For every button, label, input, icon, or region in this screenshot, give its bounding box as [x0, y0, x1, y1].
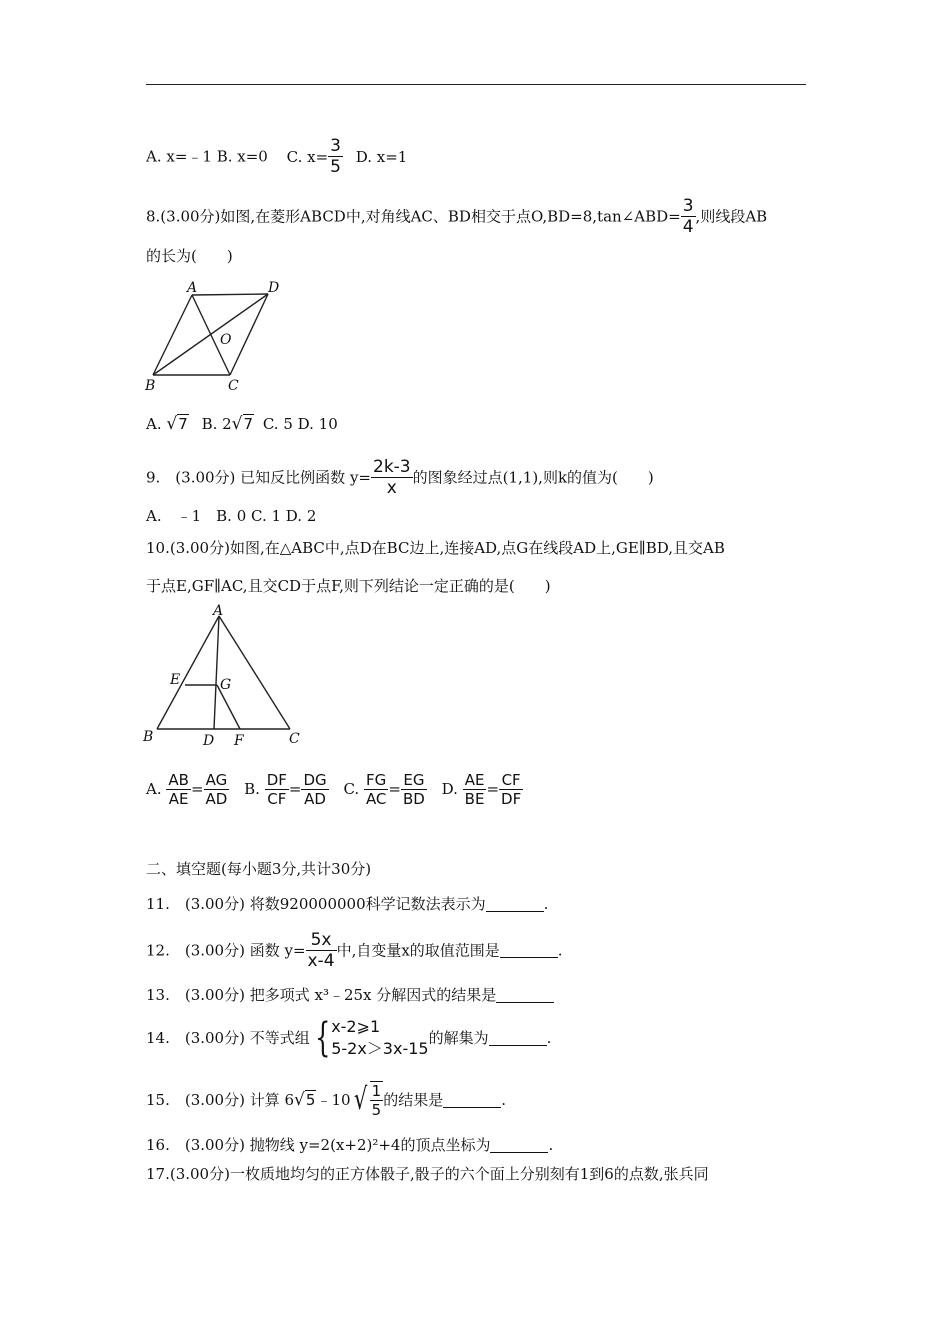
q9-stem-tail: 的图象经过点(1,1),则k的值为( ) — [412, 468, 654, 487]
q12-tail: . — [557, 941, 563, 960]
q12-fraction: $\frac{5x}{x-4}$ — [307, 930, 335, 971]
q10-a-frac2: $\frac{AG}{AD}$ — [205, 770, 228, 808]
radical-icon: √ — [166, 414, 178, 434]
q10-option-b-label: B. — [244, 780, 260, 798]
q15 — [146, 1081, 506, 1119]
q13 — [146, 984, 554, 1005]
q8-stem-text: 8.(3.00分)如图,在菱形ABCD中,对角线AC、BD相交于点O,BD=8,tan∠ABD= — [146, 207, 681, 226]
triangle-figure — [140, 604, 310, 750]
q10-a-frac1: $\frac{AB}{AE}$ — [168, 770, 189, 808]
q14-answer-blank[interactable] — [489, 1031, 547, 1046]
q7-options — [146, 136, 407, 177]
q13-text: 13. (3.00分) 把多项式 x³﹣25x 分解因式的结果是 — [146, 986, 497, 1004]
q14 — [146, 1016, 551, 1060]
q14-tail: . — [546, 1029, 552, 1047]
q10-option-a-label: A. — [146, 780, 162, 798]
q15-minus: ﹣10 — [316, 1091, 351, 1109]
label-a: A — [187, 280, 198, 296]
q11 — [146, 893, 548, 914]
equals-sign: = — [190, 780, 204, 798]
q8-stem-tail: ,则线段AB — [695, 207, 768, 226]
q10-c-frac1: $\frac{FG}{AC}$ — [365, 770, 387, 808]
q15-sqrt-fraction: √ $\frac{1}{5}$ — [353, 1082, 382, 1119]
q10-d-frac1: $\frac{AE}{BE}$ — [464, 770, 485, 808]
radical-icon: √ — [294, 1090, 305, 1110]
q9-stem-prefix: 9. (3.00分) 已知反比例函数 y= — [146, 468, 371, 487]
q10-b-frac1: $\frac{DF}{CF}$ — [266, 770, 287, 808]
q14-inequality-system — [310, 1016, 429, 1060]
q15-sqrt-5: √5 — [294, 1090, 316, 1110]
q11-answer-blank[interactable] — [486, 897, 544, 912]
label-d: D — [203, 733, 215, 749]
q11-text: 11. (3.00分) 将数920000000科学记数法表示为 — [146, 895, 486, 913]
section-2-title: 二、填空题(每小题3分,共计30分) — [146, 860, 372, 878]
radical-icon: √ — [353, 1082, 367, 1117]
equals-sign: = — [388, 780, 401, 798]
q8-option-a-sqrt: √7 — [166, 414, 188, 434]
q15-answer-blank[interactable] — [443, 1093, 501, 1108]
q8-option-b-sqrt: √7 — [231, 414, 254, 434]
rhombus-figure — [140, 278, 290, 394]
q10-stem-line2: 于点E,GF∥AC,且交CD于点F,则下列结论一定正确的是( ) — [146, 577, 551, 595]
q14-row1: x-2⩾1 — [331, 1017, 381, 1036]
label-c: C — [228, 378, 239, 394]
q8-option-b-prefix: B. 2 — [201, 415, 232, 433]
q12-mid: 中,自变量x的取值范围是 — [336, 941, 500, 960]
label-e: E — [170, 672, 181, 688]
q10-options — [146, 769, 523, 808]
header-rule — [146, 84, 806, 85]
q15-tail: . — [501, 1091, 506, 1109]
label-a: A — [213, 604, 224, 619]
label-b: B — [145, 378, 156, 394]
q12 — [146, 930, 563, 971]
q12-answer-blank[interactable] — [500, 943, 558, 958]
label-b: B — [143, 729, 154, 745]
label-g: G — [220, 677, 232, 693]
q17: 17.(3.00分)一枚质地均匀的正方体骰子,骰子的六个面上分别刻有1到6的点数,张兵同 — [146, 1165, 709, 1183]
radical-icon: √ — [231, 414, 243, 434]
diagonal-bd — [153, 294, 268, 375]
equals-sign: = — [288, 780, 302, 798]
q16-answer-blank[interactable] — [490, 1138, 548, 1153]
side-ab — [157, 616, 219, 729]
q10-option-d-label: D. — [441, 780, 458, 798]
label-f: F — [234, 733, 244, 749]
side-ad — [192, 294, 268, 295]
q10-b-frac2: $\frac{DG}{AD}$ — [303, 770, 327, 808]
q16-tail: . — [548, 1136, 554, 1154]
q8-stem-line2: 的长为( ) — [146, 247, 233, 265]
q7-option-c-fraction: $\frac{3}{5}$ — [330, 136, 341, 177]
equals-sign: = — [486, 780, 500, 798]
q14-row2: 5-2x＞3x-15 — [331, 1039, 429, 1058]
side-ac — [219, 616, 290, 729]
q8-option-a-prefix: A. — [146, 415, 162, 433]
q10-d-frac2: $\frac{CF}{DF}$ — [501, 770, 522, 808]
q10-option-c-label: C. — [343, 780, 360, 798]
q16-text: 16. (3.00分) 抛物线 y=2(x+2)²+4的顶点坐标为 — [146, 1136, 491, 1154]
q16 — [146, 1134, 553, 1155]
q8-option-cd: C. 5 D. 10 — [262, 415, 338, 433]
q8-tan-fraction: $\frac{3}{4}$ — [682, 196, 694, 237]
q9-fraction: $\frac{2k-3}{x}$ — [373, 457, 411, 498]
q9-options: A. ﹣1 B. 0 C. 1 D. 2 — [146, 507, 317, 525]
label-o: O — [220, 332, 232, 348]
q15-mid: 的结果是 — [383, 1091, 444, 1109]
q7-option-d: D. x=1 — [355, 147, 408, 166]
segment-ad — [214, 616, 219, 729]
q10-c-frac2: $\frac{EG}{BD}$ — [403, 770, 425, 808]
q7-option-ab: A. x=﹣1 B. x=0 — [146, 147, 268, 166]
q10-stem-line1: 10.(3.00分)如图,在△ABC中,点D在BC边上,连接AD,点G在线段AD上,GE∥BD,且交AB — [146, 539, 725, 557]
q11-tail: . — [543, 895, 549, 913]
q9-stem — [146, 457, 654, 498]
label-c: C — [289, 731, 300, 747]
side-dc — [230, 294, 268, 375]
q8-options — [146, 413, 338, 434]
q14-mid: 的解集为 — [428, 1029, 489, 1047]
q8-stem-line1 — [146, 196, 767, 237]
q14-prefix: 14. (3.00分) 不等式组 — [146, 1029, 310, 1047]
side-ba — [153, 295, 192, 375]
brace-icon: { — [314, 1015, 331, 1061]
q12-prefix: 12. (3.00分) 函数 y= — [146, 941, 306, 960]
q13-answer-blank[interactable] — [496, 988, 554, 1003]
q7-option-c-prefix: C. x= — [286, 147, 329, 166]
label-d: D — [268, 280, 280, 296]
q15-prefix: 15. (3.00分) 计算 6 — [146, 1091, 295, 1109]
